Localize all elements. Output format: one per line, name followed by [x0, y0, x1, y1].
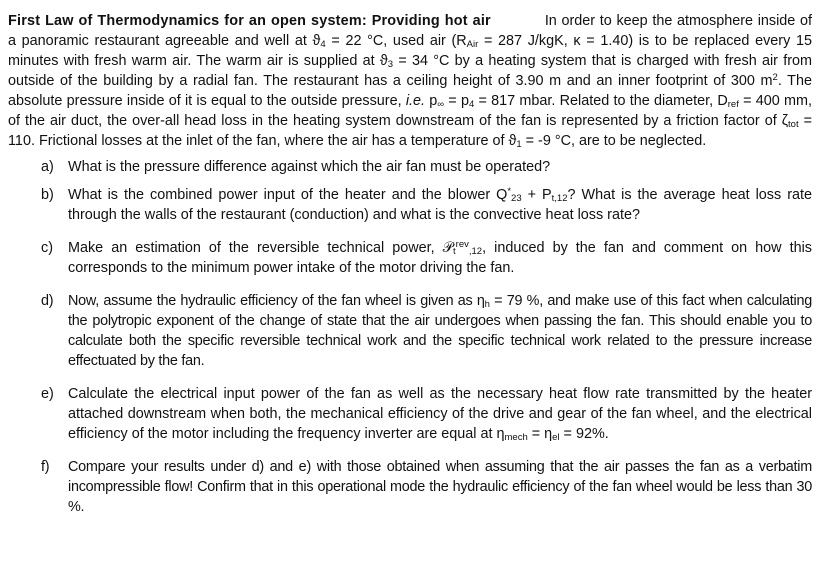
- subscript: 4: [320, 39, 326, 50]
- text-run: ϑ: [312, 33, 321, 49]
- subscript: el: [552, 432, 560, 443]
- text-run: + P: [521, 187, 552, 203]
- text-run: 𝒫: [442, 240, 454, 256]
- subscript: ∞: [437, 99, 445, 110]
- problem-intro: [8, 11, 812, 151]
- question-a: [8, 157, 812, 177]
- question-b: [8, 185, 812, 225]
- subscript: t: [453, 246, 456, 257]
- text-run: = 22 °C, used air (R: [325, 33, 467, 49]
- question-e: [8, 384, 812, 444]
- text-run: p: [425, 93, 438, 109]
- problem-statement: [8, 13, 812, 149]
- subscript: h: [484, 299, 490, 310]
- text-run: Make an estimation of the reversible technical power,: [68, 240, 443, 256]
- text-run: = 34 °C by a heating system that is charged with fresh air from outside of the building by a radial fan. The restaurant has a ceiling height of 3.90 m and an inner footprint of 300 m: [8, 53, 813, 89]
- superscript: *: [507, 186, 512, 197]
- question-d: [8, 291, 812, 371]
- question-text: [68, 240, 812, 276]
- question-label: e): [41, 386, 54, 402]
- text-run: Now, assume the hydraulic efficiency of the fan wheel is given as η: [68, 293, 485, 309]
- problem-title: First Law of Thermodynamics for an open system: Providing hot air: [8, 13, 491, 29]
- text-run: = 92%.: [559, 426, 609, 442]
- text-run: Compare your results under d) and e) with those obtained when assuming that the air passes the fan as a verbatim incompressible flow! Confirm that in this operational mode the hydraulic efficiency of the fan wheel would be less than 30 %.: [68, 459, 812, 515]
- question-label: c): [41, 240, 53, 256]
- text-run: ϑ: [379, 53, 388, 69]
- text-run: Calculate the electrical input power of the fan as well as the necessary heat flow rate transmitted by the heater attached downstream when both, the mechanical efficiency of the drive and gear of the fan wheel, and the electrical efficiency of the motor including the frequency inverter are equal at η: [68, 386, 812, 442]
- question-text: [68, 293, 812, 369]
- text-run: = 817 mbar. Related to the diameter, D: [474, 93, 728, 109]
- text-run: , induced by the fan and comment on how this corresponds to the minimum power intake of the motor driving the fan.: [68, 240, 812, 276]
- text-run: = -9 °C, are to be neglected.: [521, 133, 707, 149]
- question-label: a): [41, 159, 54, 175]
- question-label: f): [41, 459, 50, 475]
- subscript: ref: [727, 99, 739, 110]
- text-run: = 79 %, and make use of this fact when calculating the polytropic exponent of the change of state that the air undergoes when passing the fan. This should enable you to calculate both the specific reversible technical work and the specific technical work related to the pressure increase effectuated by the fan.: [68, 293, 812, 369]
- subscript: ,12: [468, 246, 483, 257]
- subscript: 4: [468, 99, 475, 110]
- text-run: What is the pressure difference against which the air fan must be operated?: [68, 159, 551, 175]
- question-f: [8, 457, 812, 517]
- subscript: 3: [387, 59, 394, 70]
- text-run: ϑ: [508, 133, 517, 149]
- subscript: 1: [516, 139, 522, 150]
- text-run: = η: [527, 426, 553, 442]
- question-c: [8, 238, 812, 278]
- superscript: 2: [772, 72, 778, 83]
- subscript: tot: [788, 119, 799, 130]
- text-run: ? What is the average heat loss rate through the walls of the restaurant (conduction) and what is the convective heat loss rate?: [68, 187, 812, 223]
- text-run: = 400 mm, of the air duct, the over-all head loss in the heating system downstream of the fan is represented by a friction factor of ζ: [8, 93, 812, 129]
- subscript: 23: [511, 193, 522, 204]
- text-run: In order to keep the atmosphere inside of a panoramic restaurant agreeable and well at: [8, 13, 812, 49]
- question-text: [68, 459, 812, 515]
- subscript: mech: [504, 432, 528, 443]
- question-text: [68, 386, 812, 442]
- text-run: = 110. Frictional losses at the inlet of the fan, where the air has a temperature of: [8, 113, 812, 149]
- text-run: = 287 J/kgK, κ = 1.40) is to be replaced every 15 minutes with fresh warm air. The warm air is supplied at: [8, 33, 812, 69]
- question-text: [68, 187, 812, 223]
- italic-text: i.e.: [405, 93, 426, 109]
- question-label: d): [41, 293, 54, 309]
- question-label: b): [41, 187, 54, 203]
- text-run: What is the combined power input of the heater and the blower Q: [68, 187, 508, 203]
- subscript: t,12: [551, 193, 568, 204]
- subscript: Air: [466, 39, 479, 50]
- text-run: . The absolute pressure inside of it is equal to the outside pressure,: [8, 73, 812, 109]
- text-run: = p: [444, 93, 469, 109]
- superscript: rev: [455, 239, 469, 250]
- question-text: [68, 159, 550, 175]
